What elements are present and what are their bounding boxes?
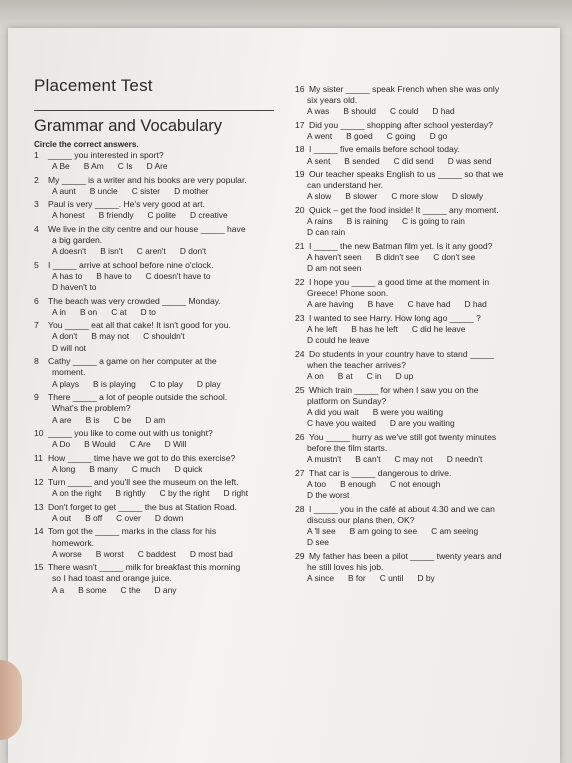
question-item (295, 385, 540, 430)
question-stem: That car is _____ dangerous to drive. (309, 467, 452, 478)
answer-options (34, 161, 278, 172)
left-column (34, 68, 278, 598)
answer-option[interactable]: C at (111, 306, 127, 317)
answer-option[interactable]: B didn't see (375, 252, 420, 263)
question-stem-continued: What's the problem? (52, 403, 131, 414)
answer-option[interactable]: B have (367, 299, 394, 310)
answer-option[interactable]: B is playing (93, 378, 136, 389)
question-item (34, 175, 278, 198)
question-item (295, 468, 540, 502)
question-stem: I hope you _____ a good time at the moment in (309, 276, 490, 287)
answer-option[interactable]: A did you wait (307, 406, 359, 417)
question-item (34, 392, 278, 426)
answer-option[interactable]: A was (307, 106, 330, 117)
question-item (295, 241, 540, 275)
question-stem-continued: when the teacher arrives? (307, 359, 406, 370)
page-title: Placement Test (34, 76, 153, 95)
answer-options (295, 131, 540, 142)
question-item (34, 260, 278, 294)
answer-options-continued (295, 418, 540, 429)
answer-option[interactable]: C is going to rain (402, 216, 465, 227)
question-number: 20 (295, 204, 305, 215)
answer-option[interactable]: C did he leave (411, 323, 466, 334)
answer-option[interactable]: D don't (179, 246, 207, 257)
answer-option[interactable]: D mother (174, 185, 209, 196)
answer-option[interactable]: B enough (340, 478, 376, 489)
question-stem: My father has been a pilot _____ twenty years and (309, 550, 502, 561)
answer-options (34, 585, 278, 596)
question-number: 1 (34, 150, 39, 160)
answer-option[interactable]: B friendly (98, 210, 134, 221)
answer-option[interactable]: D the worst (307, 490, 350, 501)
answer-option[interactable]: C shouldn't (143, 331, 185, 342)
answer-option[interactable]: D slowly (451, 191, 484, 202)
answer-option[interactable]: A rains (307, 216, 333, 227)
answer-option[interactable]: B many (89, 463, 118, 474)
answer-option[interactable]: B isn't (100, 246, 123, 257)
answer-options (295, 156, 540, 167)
answer-option[interactable]: B is raining (346, 216, 389, 227)
question-item (295, 144, 540, 167)
answer-option[interactable]: B goed (346, 131, 373, 142)
answer-option[interactable]: A mustn't (307, 454, 342, 465)
answer-option[interactable]: C baddest (137, 548, 176, 559)
question-item (34, 526, 278, 560)
question-number: 19 (295, 169, 305, 180)
section-title: Grammar and Vocabulary (34, 117, 223, 135)
right-column (295, 84, 540, 587)
answer-option[interactable]: D am (145, 414, 166, 425)
answer-options (34, 549, 278, 560)
answer-option[interactable]: D had (464, 299, 487, 310)
question-number: 14 (34, 526, 44, 537)
question-stem: We live in the city centre and our house _____ have (48, 223, 246, 234)
answer-options (295, 106, 540, 117)
question-stem: _____ you interested in sport? (48, 150, 164, 160)
answer-option[interactable]: D will not (52, 342, 86, 353)
question-stem-continued: moment. (52, 367, 86, 378)
answer-option[interactable]: B is (85, 414, 100, 425)
question-stem: Did you _____ shopping after school yesterday? (309, 119, 493, 130)
question-stem-continued: a big garden. (52, 235, 103, 246)
question-number: 2 (34, 174, 39, 185)
answer-option[interactable]: C much (131, 463, 161, 474)
question-number: 24 (295, 348, 305, 359)
answer-option[interactable]: C by the right (159, 488, 210, 499)
question-stem: My _____ is a writer and his books are very popular. (48, 174, 247, 185)
question-stem: My sister _____ speak French when she was only (309, 84, 500, 94)
question-number: 4 (34, 223, 39, 234)
question-stem: You _____ eat all that cake! It isn't good for you. (48, 320, 231, 331)
answer-option[interactable]: A since (307, 573, 335, 584)
answer-option[interactable]: D can rain (307, 227, 346, 238)
question-number: 12 (34, 477, 44, 488)
answer-option[interactable]: D up (395, 371, 414, 382)
answer-option[interactable]: B am going to see (349, 525, 418, 536)
answer-option[interactable]: D was send (447, 155, 492, 166)
answer-option[interactable]: A on (307, 371, 324, 382)
question-number: 18 (295, 144, 305, 155)
question-item (34, 150, 278, 173)
question-stem: Which train _____ for when I saw you on the (309, 384, 479, 395)
answer-option[interactable]: A haven't seen (307, 252, 362, 263)
question-item (34, 477, 278, 500)
answer-options (295, 371, 540, 382)
answer-option[interactable]: B for (348, 573, 366, 584)
answer-options (34, 210, 278, 221)
question-number: 7 (34, 320, 39, 331)
question-item (295, 84, 540, 118)
question-stem: Tom got the _____ marks in the class for his (48, 526, 217, 537)
answer-options (34, 246, 278, 257)
answer-option[interactable]: D am not seen (307, 263, 362, 274)
question-stem-continued: he still loves his job. (307, 561, 384, 572)
answer-option[interactable]: D play (196, 378, 221, 389)
question-stem-continued: Greece! Phone soon. (307, 288, 389, 299)
question-item (295, 277, 540, 311)
answer-option[interactable]: A too (307, 478, 327, 489)
answer-option[interactable]: A long (52, 463, 76, 474)
question-item (34, 296, 278, 319)
question-item (295, 349, 540, 383)
right-question-list (295, 84, 540, 585)
answer-option[interactable]: C don't see (433, 252, 476, 263)
answer-options (295, 573, 540, 584)
answer-option[interactable]: D creative (189, 210, 228, 221)
answer-option[interactable]: B Would (84, 439, 116, 450)
question-stem: I _____ five emails before school today. (309, 144, 460, 155)
question-number: 15 (34, 562, 44, 573)
question-number: 10 (34, 427, 44, 438)
answer-option[interactable]: A don't (52, 331, 78, 342)
answer-options (295, 407, 540, 418)
question-stem: I _____ the new Batman film yet. Is it any good? (309, 240, 493, 251)
answer-option[interactable]: C Are (129, 439, 151, 450)
answer-option[interactable]: D haven't to (52, 282, 97, 293)
answer-option[interactable]: D by (417, 573, 435, 584)
answer-option[interactable]: D are you waiting (389, 418, 455, 429)
answer-options (295, 454, 540, 465)
answer-option[interactable]: C be (113, 414, 132, 425)
answer-option[interactable]: A aunt (52, 185, 76, 196)
answer-options (34, 186, 278, 197)
question-stem-continued: discuss our plans then, OK? (307, 514, 415, 525)
worksheet-page (8, 28, 560, 763)
answer-options (34, 439, 278, 450)
answer-option[interactable]: C am seeing (431, 525, 479, 536)
answer-options (34, 415, 278, 426)
answer-options-continued (34, 343, 278, 354)
question-stem: Quick – get the food inside! It _____ any moment. (309, 204, 499, 215)
answer-options (295, 216, 540, 227)
answer-options (34, 488, 278, 499)
question-item (295, 313, 540, 347)
question-stem: The beach was very crowded _____ Monday. (48, 295, 221, 306)
answer-option[interactable]: C aren't (136, 246, 166, 257)
question-stem: I _____ arrive at school before nine o'clock. (48, 259, 214, 270)
answer-options (34, 307, 278, 318)
title-rule (34, 110, 274, 111)
answer-option[interactable]: D down (154, 512, 184, 523)
answer-option[interactable]: D go (429, 131, 448, 142)
answer-option[interactable]: B sended (344, 155, 380, 166)
question-stem: There wasn't _____ milk for breakfast this morning (48, 562, 241, 573)
answer-option[interactable]: C could (389, 106, 419, 117)
answer-options-continued (295, 227, 540, 238)
answer-option[interactable]: C polite (147, 210, 176, 221)
answer-options (34, 513, 278, 524)
answer-option[interactable]: B rightly (115, 488, 146, 499)
answer-option[interactable]: C to play (149, 378, 183, 389)
question-item (34, 502, 278, 525)
answer-option[interactable]: A has to (52, 270, 83, 281)
answer-option[interactable]: B has he left (351, 323, 398, 334)
question-item (34, 320, 278, 354)
question-number: 11 (34, 452, 43, 463)
answer-option[interactable]: D see (307, 537, 329, 548)
question-item (34, 356, 278, 390)
answer-options-continued (295, 335, 540, 346)
question-stem-continued: homework. (52, 537, 95, 548)
question-item (295, 169, 540, 203)
answer-option[interactable]: B can't (355, 454, 381, 465)
answer-option[interactable]: D any (154, 584, 177, 595)
answer-option[interactable]: A Do (52, 439, 71, 450)
answer-options (295, 526, 540, 537)
answer-option[interactable]: A a (52, 584, 65, 595)
answer-option[interactable]: B at (337, 371, 353, 382)
answer-option[interactable]: B should (343, 106, 376, 117)
answer-option[interactable]: C Is (117, 161, 133, 172)
question-item (34, 224, 278, 258)
answer-option[interactable]: C more slow (391, 191, 438, 202)
answer-option[interactable]: B on (79, 306, 98, 317)
question-item (295, 432, 540, 466)
question-stem-continued: six years old. (307, 95, 358, 106)
answer-option[interactable]: C have had (407, 299, 451, 310)
answer-option[interactable]: D most bad (189, 548, 233, 559)
answer-option[interactable]: D right (223, 488, 249, 499)
answer-option[interactable]: C the (120, 584, 141, 595)
answer-option[interactable]: A went (307, 131, 333, 142)
answer-option[interactable]: D Are (146, 161, 168, 172)
answer-option[interactable]: A are having (307, 299, 354, 310)
answer-option[interactable]: C did send (393, 155, 434, 166)
answer-option[interactable]: A Be (52, 161, 70, 172)
answer-option[interactable]: A plays (52, 378, 80, 389)
question-number: 22 (295, 276, 305, 287)
question-item (295, 205, 540, 239)
question-number: 23 (295, 312, 305, 323)
question-stem-continued: so I had toast and orange juice. (52, 573, 172, 584)
answer-options (34, 379, 278, 390)
answer-option[interactable]: D had (432, 106, 455, 117)
question-stem: Turn _____ and you'll see the museum on the left. (48, 477, 239, 488)
question-stem: Our teacher speaks English to us _____ so that we (309, 169, 504, 180)
answer-options-continued (295, 537, 540, 548)
question-number: 8 (34, 356, 39, 367)
answer-option[interactable]: A sent (307, 155, 331, 166)
finger-thumb (0, 660, 22, 740)
question-item (295, 504, 540, 549)
question-number: 29 (295, 550, 305, 561)
answer-option[interactable]: C doesn't have to (145, 270, 211, 281)
question-stem: You _____ hurry as we've still got twenty minutes (309, 431, 497, 442)
question-stem: I _____ you in the café at about 4.30 and we can (309, 503, 495, 514)
question-number: 21 (295, 240, 305, 251)
answer-option[interactable]: A on the right (52, 488, 102, 499)
answer-option[interactable]: B off (85, 512, 103, 523)
answer-option[interactable]: D Will (164, 439, 187, 450)
answer-option[interactable]: A out (52, 512, 72, 523)
answer-options (295, 252, 540, 263)
answer-options (295, 191, 540, 202)
answer-options (34, 464, 278, 475)
answer-option[interactable]: B Am (83, 161, 104, 172)
answer-option[interactable]: A in (52, 306, 66, 317)
question-item (34, 562, 278, 596)
answer-option[interactable]: C sister (131, 185, 161, 196)
question-stem: Paul is very _____. He's very good at art. (48, 199, 205, 210)
question-stem: I wanted to see Harry. How long ago _____ ? (309, 312, 481, 323)
answer-option[interactable]: D quick (174, 463, 203, 474)
answer-options (295, 479, 540, 490)
question-number: 28 (295, 503, 305, 514)
answer-option[interactable]: A he left (307, 323, 338, 334)
answer-option[interactable]: C may not (394, 454, 433, 465)
left-question-list (34, 150, 278, 596)
question-stem-continued: before the film starts. (307, 442, 388, 453)
question-number: 27 (295, 467, 305, 478)
answer-options-continued (295, 490, 540, 501)
answer-option[interactable]: C until (379, 573, 404, 584)
answer-option[interactable]: A honest (52, 210, 85, 221)
answer-option[interactable]: B were you waiting (372, 406, 443, 417)
answer-option[interactable]: B may not (91, 331, 130, 342)
question-stem-continued: platform on Sunday? (307, 395, 387, 406)
answer-options-continued (34, 282, 278, 293)
question-stem: Do students in your country have to stand _____ (309, 348, 494, 359)
question-stem: Don't forget to get _____ the bus at Station Road. (48, 501, 237, 512)
answer-option[interactable]: A 'll see (307, 525, 336, 536)
answer-options (295, 299, 540, 310)
question-stem: _____ you like to come out with us tonight? (48, 427, 213, 438)
question-number: 5 (34, 259, 39, 270)
answer-option[interactable]: C in (366, 371, 382, 382)
question-stem: There _____ a lot of people outside the school. (48, 392, 228, 403)
answer-options (34, 271, 278, 282)
question-number: 16 (295, 84, 305, 94)
question-number: 6 (34, 295, 39, 306)
question-stem-continued: can understand her. (307, 180, 383, 191)
answer-option[interactable]: A doesn't (52, 246, 87, 257)
answer-option[interactable]: B uncle (89, 185, 118, 196)
answer-option[interactable]: C not enough (389, 478, 441, 489)
question-item (295, 551, 540, 585)
question-item (34, 428, 278, 451)
answer-option[interactable]: B some (78, 584, 107, 595)
answer-option[interactable]: A are (52, 414, 72, 425)
answer-options-continued (295, 263, 540, 274)
answer-option[interactable]: A slow (307, 191, 332, 202)
question-number: 26 (295, 431, 305, 442)
question-number: 25 (295, 384, 305, 395)
answer-options (34, 331, 278, 342)
answer-option[interactable]: B have to (96, 270, 132, 281)
question-stem: How _____ time have we got to do this exercise? (48, 452, 236, 463)
question-number: 9 (34, 392, 39, 403)
question-item (34, 199, 278, 222)
question-item (34, 453, 278, 476)
question-number: 17 (295, 119, 305, 130)
answer-option[interactable]: C over (116, 512, 141, 523)
answer-option[interactable]: D could he leave (307, 335, 370, 346)
answer-option[interactable]: C have you waited (307, 418, 376, 429)
question-stem: Cathy _____ a game on her computer at the (48, 356, 217, 367)
answer-option[interactable]: C going (386, 131, 416, 142)
instruction: Circle the correct answers. (34, 140, 139, 149)
answer-options (295, 324, 540, 335)
question-number: 13 (34, 501, 44, 512)
answer-option[interactable]: A worse (52, 548, 82, 559)
question-item (295, 120, 540, 143)
answer-option[interactable]: D needn't (446, 454, 483, 465)
answer-option[interactable]: D to (140, 306, 156, 317)
answer-option[interactable]: B worst (95, 548, 124, 559)
question-number: 3 (34, 199, 39, 210)
answer-option[interactable]: B slower (345, 191, 378, 202)
